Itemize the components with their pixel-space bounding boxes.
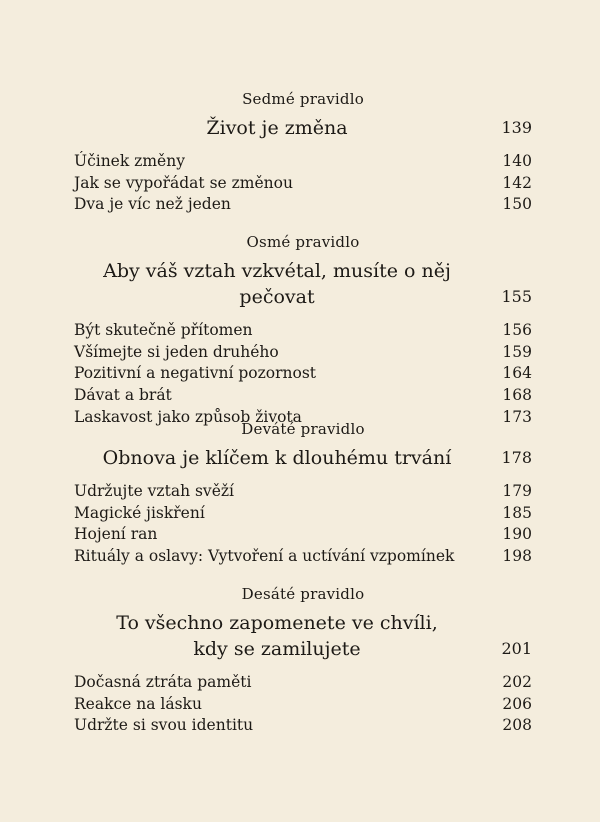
- entry-page: 142: [502, 173, 532, 192]
- entry-page: 156: [502, 321, 532, 339]
- entry-page: 198: [502, 547, 532, 566]
- chapter-page: 139: [501, 118, 532, 137]
- entry-page: 185: [502, 503, 532, 522]
- entry-page: 173: [502, 407, 532, 426]
- chapter-heading: [74, 115, 532, 141]
- toc-entry: [74, 363, 532, 385]
- entry-page: 140: [502, 152, 532, 170]
- chapter-heading: [74, 610, 532, 662]
- entry-title: Být skutečně přítomen: [74, 321, 253, 339]
- toc-section-7: [74, 89, 532, 216]
- entry-page: 206: [502, 694, 532, 713]
- entry-title: Reakce na lásku: [74, 694, 202, 713]
- entry-title: Dávat a brát: [74, 386, 172, 405]
- chapter-title-line: kdy se zamilujete: [193, 638, 361, 660]
- toc-entry: [74, 173, 532, 195]
- entry-page: 179: [502, 482, 532, 500]
- chapter-heading: [74, 258, 532, 310]
- toc-entry: [74, 503, 532, 525]
- rule-label: Osmé pravidlo: [246, 233, 360, 251]
- chapter-title: Život je změna: [206, 117, 348, 139]
- chapter-title-line: To všechno zapomenete ve chvíli,: [116, 612, 438, 634]
- toc-entry: [74, 694, 532, 716]
- entry-title: Laskavost jako způsob života: [74, 407, 302, 426]
- entry-title: Udržujte vztah svěží: [74, 482, 234, 500]
- entry-title: Magické jiskření: [74, 503, 205, 522]
- toc-entry: [74, 320, 532, 342]
- toc-entry: [74, 715, 532, 737]
- toc-entry: [74, 481, 532, 503]
- entry-page: 164: [502, 364, 532, 383]
- toc-entry: [74, 524, 532, 546]
- toc-entry: [74, 546, 532, 568]
- entry-title: Pozitivní a negativní pozornost: [74, 364, 317, 383]
- chapter-page: 201: [501, 639, 532, 658]
- toc-entry: [74, 342, 532, 364]
- rule-label: Deváté pravidlo: [241, 420, 365, 438]
- chapter-title: [74, 610, 480, 662]
- chapter-page: 178: [501, 448, 532, 467]
- rule-label: Sedmé pravidlo: [242, 90, 364, 108]
- entry-page: 150: [502, 195, 532, 214]
- toc-section-10: [74, 584, 532, 737]
- toc-entry: [74, 194, 532, 216]
- entry-title: Účinek změny: [74, 152, 185, 170]
- entry-title: Hojení ran: [74, 525, 158, 544]
- entry-page: 168: [502, 386, 532, 405]
- toc-entry: [74, 151, 532, 173]
- chapter-title: Aby váš vztah vzkvétal, musíte o něj pečovat: [103, 260, 451, 308]
- entry-title: Udržte si svou identitu: [74, 716, 254, 735]
- entry-title: Jak se vypořádat se změnou: [74, 173, 293, 192]
- toc-section-9: [74, 419, 532, 568]
- entry-title: Dva je víc než jeden: [74, 195, 231, 214]
- entry-page: 190: [502, 525, 532, 544]
- chapter-heading: [74, 445, 532, 471]
- entry-page: 159: [502, 342, 532, 361]
- toc-entry: [74, 385, 532, 407]
- toc-section-8: [74, 232, 532, 429]
- chapter-page: 155: [501, 287, 532, 306]
- entry-title: Dočasná ztráta paměti: [74, 673, 252, 691]
- entry-page: 202: [502, 673, 532, 691]
- chapter-title: Obnova je klíčem k dlouhému trvání: [102, 447, 452, 469]
- entry-title: Všímejte si jeden druhého: [74, 342, 279, 361]
- rule-label: Desáté pravidlo: [241, 585, 365, 603]
- entry-page: 208: [502, 716, 532, 735]
- entry-title: Rituály a oslavy: Vytvoření a uctívání vzpomínek: [74, 547, 455, 566]
- toc-entry: [74, 672, 532, 694]
